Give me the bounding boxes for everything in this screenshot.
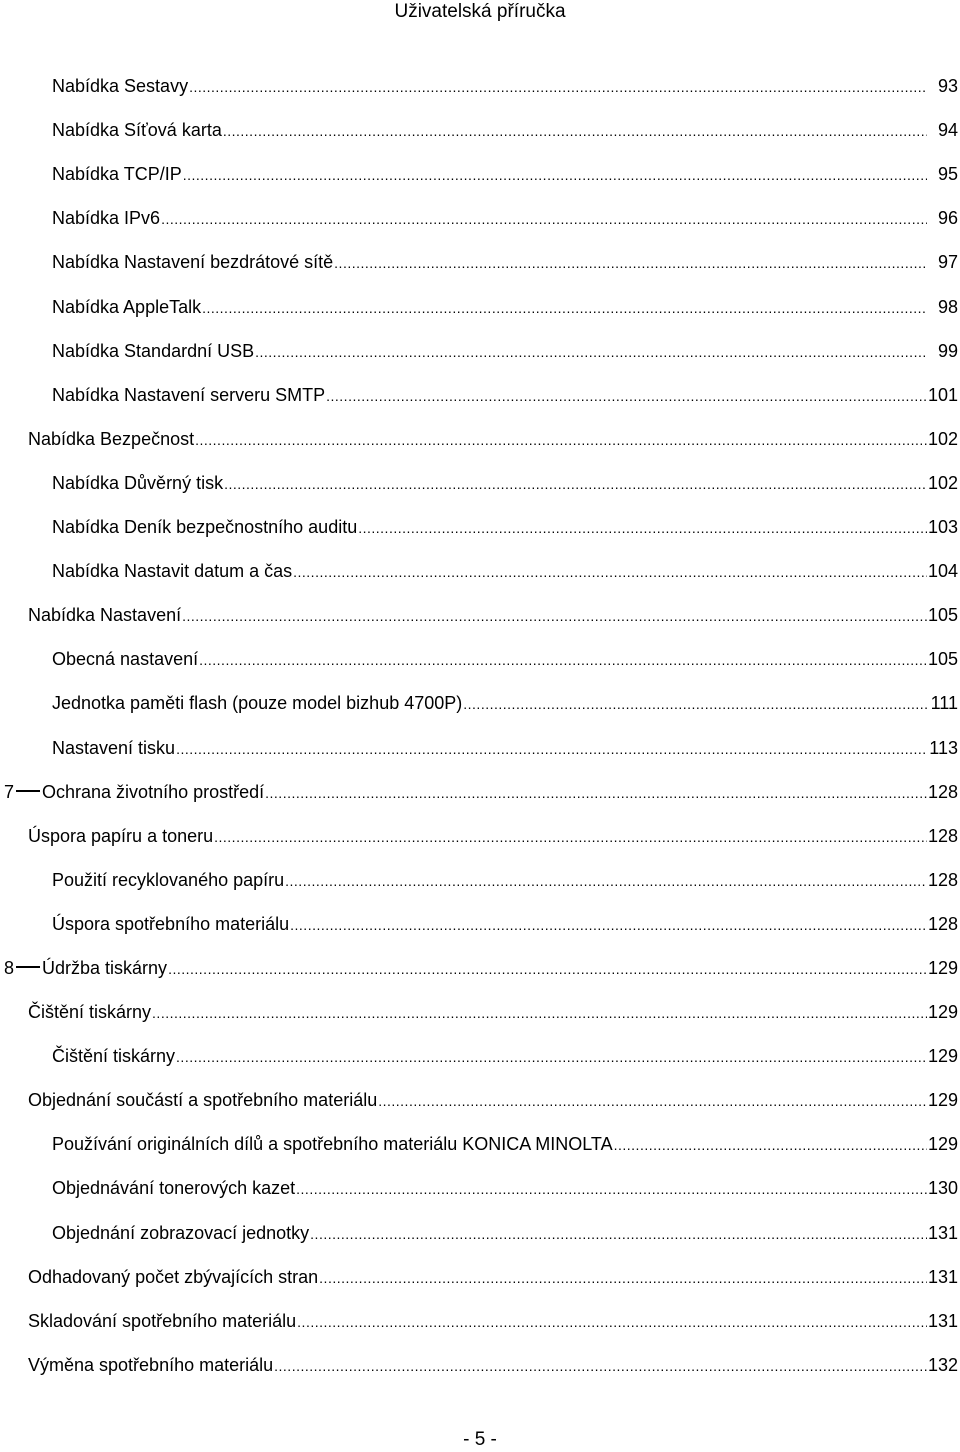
toc-entry[interactable] — [0, 1253, 960, 1297]
toc-entry-label — [52, 1133, 613, 1155]
toc-page-number: 96 — [937, 208, 958, 229]
toc-entry-label — [28, 1310, 296, 1332]
toc-entry[interactable] — [0, 1032, 960, 1076]
toc-page-number: 130 — [927, 1178, 958, 1199]
toc-entry[interactable] — [0, 282, 960, 326]
toc-page-number: 128 — [927, 825, 958, 846]
toc-page-number: 95 — [937, 164, 958, 185]
toc-page-number: 128 — [927, 869, 958, 890]
toc-entry-label — [28, 1089, 377, 1111]
dot-leader — [176, 1046, 927, 1068]
toc-entry-label — [52, 119, 222, 141]
toc-entry-text: Jednotka paměti flash (pouze model bizhub 4700P) — [52, 693, 463, 714]
toc-entry-label — [52, 251, 333, 273]
toc-entry-label — [52, 560, 292, 582]
toc-entry[interactable] — [0, 106, 960, 150]
dot-leader — [182, 605, 927, 627]
toc-page-number: 132 — [927, 1354, 958, 1375]
toc-entry-text: Nabídka Sestavy — [52, 76, 189, 97]
toc-entry-label — [4, 781, 264, 803]
toc-page-number: 129 — [927, 1090, 958, 1111]
chapter-number: 8 — [4, 957, 15, 978]
toc-page-number: 101 — [927, 384, 958, 405]
toc-page-number: 105 — [927, 649, 958, 670]
dot-leader — [202, 297, 927, 319]
toc-entry-text: Nastavení tisku — [52, 737, 176, 758]
dot-leader — [152, 1002, 927, 1024]
toc-entry-text: Objednání součástí a spotřebního materiálu — [28, 1090, 378, 1111]
toc-entry-text: Nabídka Deník bezpečnostního auditu — [52, 517, 358, 538]
dot-leader — [168, 958, 927, 980]
toc-page-number: 104 — [927, 561, 958, 582]
dot-leader — [290, 914, 927, 936]
toc-entry-label — [52, 340, 254, 362]
toc-entry[interactable] — [0, 768, 960, 812]
dot-leader — [334, 252, 927, 274]
toc-entry[interactable] — [0, 944, 960, 988]
toc-entry[interactable] — [0, 459, 960, 503]
toc-entry-label — [28, 1001, 151, 1023]
toc-entry-label — [52, 516, 357, 538]
toc-entry-text: Nabídka Nastavit datum a čas — [52, 561, 293, 582]
toc-page-number: 131 — [927, 1310, 958, 1331]
toc-entry[interactable] — [0, 900, 960, 944]
table-of-contents — [0, 62, 960, 1385]
toc-entry-text: Skladování spotřebního materiálu — [28, 1310, 297, 1331]
toc-entry[interactable] — [0, 371, 960, 415]
dot-leader — [326, 385, 927, 407]
toc-entry-label — [52, 384, 325, 406]
toc-entry-text: Nabídka AppleTalk — [52, 296, 202, 317]
toc-entry[interactable] — [0, 1297, 960, 1341]
toc-page-number: 111 — [930, 693, 958, 714]
toc-page-number: 94 — [937, 120, 958, 141]
toc-entry-label — [52, 163, 182, 185]
toc-entry[interactable] — [0, 1341, 960, 1385]
dot-leader — [358, 517, 927, 539]
toc-entry-text: Výměna spotřebního materiálu — [28, 1354, 274, 1375]
toc-page-number: 105 — [927, 605, 958, 626]
toc-entry-label — [28, 604, 181, 626]
chapter-dash — [16, 966, 40, 968]
toc-page-number: 103 — [927, 517, 958, 538]
toc-page-number: 102 — [927, 428, 958, 449]
toc-entry-label — [52, 648, 198, 670]
toc-entry[interactable] — [0, 723, 960, 767]
toc-entry-text: Nabídka Síťová karta — [52, 120, 222, 141]
toc-page-number: 93 — [937, 76, 958, 97]
toc-entry-label — [52, 1222, 309, 1244]
toc-entry-text: Nabídka Nastavení bezdrátové sítě — [52, 252, 334, 273]
toc-entry-text: Údržba tiskárny — [42, 957, 168, 978]
dot-leader — [176, 738, 927, 760]
toc-page-number: 129 — [927, 1002, 958, 1023]
toc-page-number: 128 — [927, 781, 958, 802]
dot-leader — [265, 782, 927, 804]
toc-entry-text: Používání originálních dílů a spotřebního materiálu KONICA MINOLTA — [52, 1134, 613, 1155]
toc-entry-text: Objednání zobrazovací jednotky — [52, 1222, 310, 1243]
toc-entry[interactable] — [0, 1076, 960, 1120]
toc-entry[interactable] — [0, 1164, 960, 1208]
toc-entry-text: Odhadovaný počet zbývajících stran — [28, 1266, 319, 1287]
toc-entry[interactable] — [0, 856, 960, 900]
toc-entry[interactable] — [0, 238, 960, 282]
toc-page-number: 129 — [927, 957, 958, 978]
dot-leader — [183, 164, 927, 186]
dot-leader — [274, 1355, 927, 1377]
toc-page-number: 102 — [927, 472, 958, 493]
toc-entry-text: Úspora papíru a toneru — [28, 825, 214, 846]
toc-entry-label — [52, 1177, 295, 1199]
dot-leader — [319, 1267, 927, 1289]
toc-entry[interactable] — [0, 988, 960, 1032]
dot-leader — [214, 826, 927, 848]
toc-entry-text: Nabídka Nastavení serveru SMTP — [52, 384, 326, 405]
toc-entry-label — [28, 825, 213, 847]
toc-entry-label — [52, 472, 223, 494]
toc-page-number: 99 — [937, 340, 958, 361]
toc-entry-label — [52, 207, 160, 229]
toc-entry-text: Nabídka Důvěrný tisk — [52, 472, 224, 493]
toc-entry-label — [52, 296, 201, 318]
dot-leader — [195, 429, 927, 451]
dot-leader — [310, 1223, 927, 1245]
toc-entry-label — [52, 1045, 175, 1067]
dot-leader — [285, 870, 927, 892]
toc-entry[interactable] — [0, 679, 960, 723]
dot-leader — [224, 473, 927, 495]
toc-page-number: 131 — [927, 1266, 958, 1287]
toc-entry-label — [28, 1266, 318, 1288]
toc-entry[interactable] — [0, 150, 960, 194]
dot-leader — [297, 1311, 927, 1333]
dot-leader — [614, 1134, 927, 1156]
toc-entry-label — [52, 913, 289, 935]
toc-page-number: 113 — [929, 737, 958, 758]
document-title: Uživatelská příručka — [394, 1, 566, 22]
toc-entry[interactable] — [0, 591, 960, 635]
dot-leader — [296, 1178, 927, 1200]
toc-entry-text: Nabídka Bezpečnost — [28, 428, 195, 449]
page-footer — [0, 1428, 960, 1452]
toc-entry-label — [28, 1354, 273, 1376]
toc-entry-text: Použití recyklovaného papíru — [52, 869, 285, 890]
toc-entry[interactable] — [0, 415, 960, 459]
dot-leader — [199, 649, 927, 671]
toc-entry-label — [28, 428, 194, 450]
toc-entry-text: Ochrana životního prostředí — [42, 781, 265, 802]
toc-entry-text: Obecná nastavení — [52, 649, 199, 670]
toc-entry[interactable] — [0, 635, 960, 679]
page-number: - 5 - — [463, 1429, 497, 1450]
toc-entry[interactable] — [0, 62, 960, 106]
toc-page-number: 97 — [937, 252, 958, 273]
toc-entry[interactable] — [0, 1208, 960, 1252]
dot-leader — [378, 1090, 927, 1112]
chapter-dash — [16, 790, 40, 792]
toc-entry-label — [52, 737, 175, 759]
toc-entry-label — [52, 692, 462, 714]
chapter-number: 7 — [4, 781, 15, 802]
toc-page-number: 129 — [927, 1046, 958, 1067]
toc-entry-text: Čištění tiskárny — [28, 1002, 152, 1023]
dot-leader — [161, 208, 927, 230]
toc-entry-text: Objednávání tonerových kazet — [52, 1178, 296, 1199]
toc-page-number: 129 — [927, 1134, 958, 1155]
toc-page-number: 98 — [937, 296, 958, 317]
toc-entry-text: Čištění tiskárny — [52, 1046, 176, 1067]
dot-leader — [189, 76, 927, 98]
toc-entry[interactable] — [0, 812, 960, 856]
toc-entry-label — [52, 75, 188, 97]
toc-entry-text: Nabídka Nastavení — [28, 605, 182, 626]
dot-leader — [255, 341, 927, 363]
page-header — [0, 0, 960, 24]
toc-page-number: 131 — [927, 1222, 958, 1243]
toc-entry[interactable] — [0, 547, 960, 591]
toc-entry-label — [52, 869, 284, 891]
dot-leader — [463, 693, 927, 715]
dot-leader — [293, 561, 927, 583]
toc-entry-text: Úspora spotřebního materiálu — [52, 913, 290, 934]
toc-entry-text: Nabídka IPv6 — [52, 208, 161, 229]
toc-page-number: 128 — [927, 913, 958, 934]
toc-entry[interactable] — [0, 327, 960, 371]
dot-leader — [223, 120, 927, 142]
toc-entry-text: Nabídka Standardní USB — [52, 340, 255, 361]
toc-entry-text: Nabídka TCP/IP — [52, 164, 182, 185]
toc-entry-label — [4, 957, 167, 979]
toc-entry[interactable] — [0, 503, 960, 547]
toc-entry[interactable] — [0, 194, 960, 238]
toc-entry[interactable] — [0, 1120, 960, 1164]
